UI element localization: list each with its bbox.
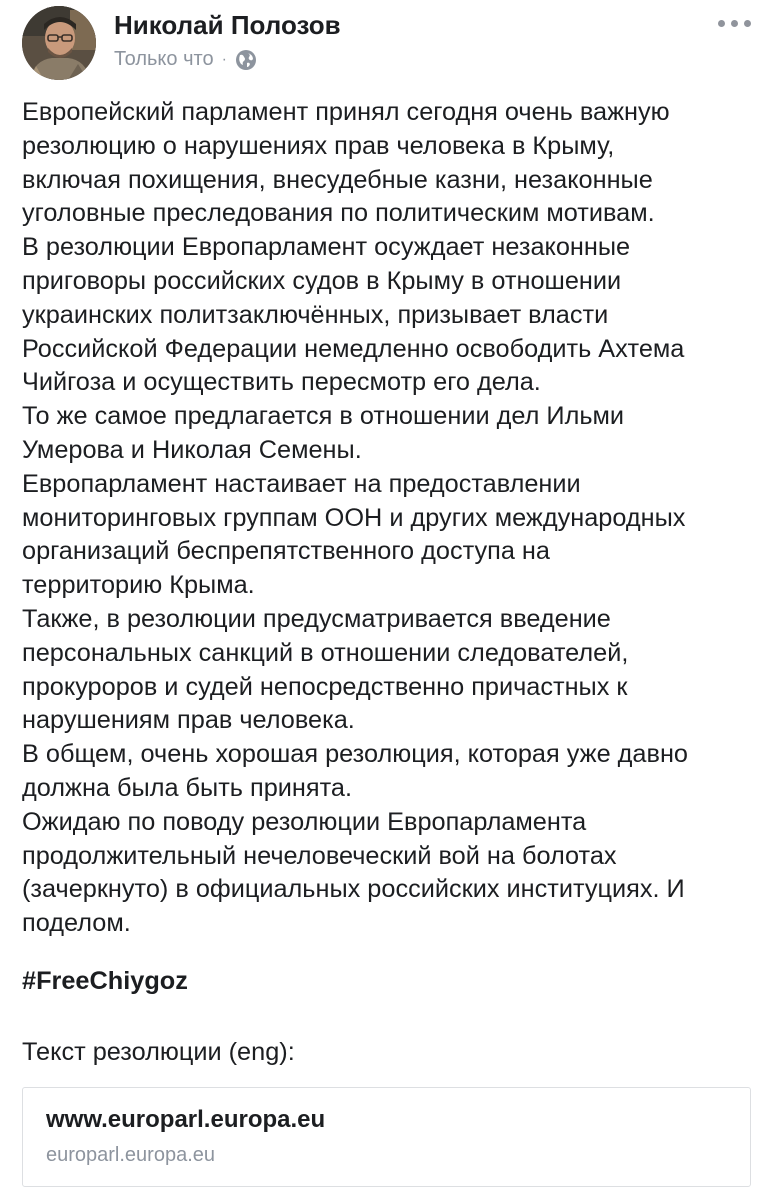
post-text-line: В резолюции Европарламент осуждает незаконные	[22, 233, 631, 262]
post-text-line: организаций беспрепятственного доступа на	[22, 537, 550, 566]
post-text-line: персональных санкций в отношении следователей,	[22, 638, 629, 667]
link-intro-text: Текст резолюции (eng):	[22, 1038, 295, 1066]
link-preview-card[interactable]	[22, 1087, 751, 1187]
post-meta	[114, 48, 257, 71]
more-dot	[731, 20, 738, 27]
post-text-line: включая похищения, внесудебные казни, незаконные	[22, 165, 653, 194]
post-text-line: Российской Федерации немедленно освободить Ахтема	[22, 334, 685, 363]
post-text-line: (зачеркнуто) в официальных российских институциях. И	[22, 875, 685, 904]
globe-icon[interactable]	[235, 49, 257, 71]
post-header	[22, 6, 775, 86]
author-name[interactable]: Николай Полозов	[114, 10, 341, 40]
post-text-line: Чийгоза и осуществить пересмотр его дела.	[22, 368, 541, 397]
more-dot	[744, 20, 751, 27]
post-text-line: уголовные преследования по политическим мотивам.	[22, 199, 655, 228]
post-text-line: То же самое предлагается в отношении дел Ильми	[22, 402, 625, 431]
link-preview-title[interactable]: www.europarl.europa.eu	[46, 1106, 326, 1133]
post-text-line: Ожидаю по поводу резолюции Европарламента	[22, 807, 587, 836]
post-body	[22, 96, 770, 941]
post-text-line: резолюцию о нарушениях прав человека в Крыму,	[22, 131, 615, 160]
post-text-line: Умерова и Николая Семены.	[22, 435, 362, 464]
more-dot	[718, 20, 725, 27]
post-text-line: продолжительный нечеловеческий вой на болотах	[22, 841, 617, 870]
post-text-line: поделом.	[22, 909, 131, 938]
post-text-line: территорию Крыма.	[22, 571, 255, 600]
post-text-line: мониторинговых группам ООН и других международных	[22, 503, 686, 532]
post-text-line: Также, в резолюции предусматривается введение	[22, 604, 611, 633]
hashtag-link[interactable]: #FreeChiygoz	[22, 967, 188, 995]
link-preview-domain: europarl.europa.eu	[46, 1144, 216, 1166]
post-timestamp[interactable]: Только что	[114, 48, 214, 70]
avatar-photo	[22, 6, 96, 80]
post-text-line: прокуроров и судей непосредственно причастных к	[22, 672, 628, 701]
author-avatar[interactable]	[22, 6, 96, 80]
post-text-line: должна была быть принята.	[22, 773, 352, 802]
post-text-line: Европейский парламент принял сегодня очень важную	[22, 98, 670, 126]
more-horizontal-icon[interactable]	[718, 20, 751, 27]
post-text-line: украинских политзаключённых, призывает власти	[22, 300, 609, 329]
post-text-line: Европарламент настаивает на предоставлении	[22, 469, 581, 498]
post-text-line: приговоры российских судов в Крыму в отношении	[22, 266, 622, 295]
post-text-line: В общем, очень хорошая резолюция, которая уже давно	[22, 740, 688, 769]
post-text-line: нарушениям прав человека.	[22, 706, 355, 735]
meta-separator: ·	[221, 50, 227, 68]
